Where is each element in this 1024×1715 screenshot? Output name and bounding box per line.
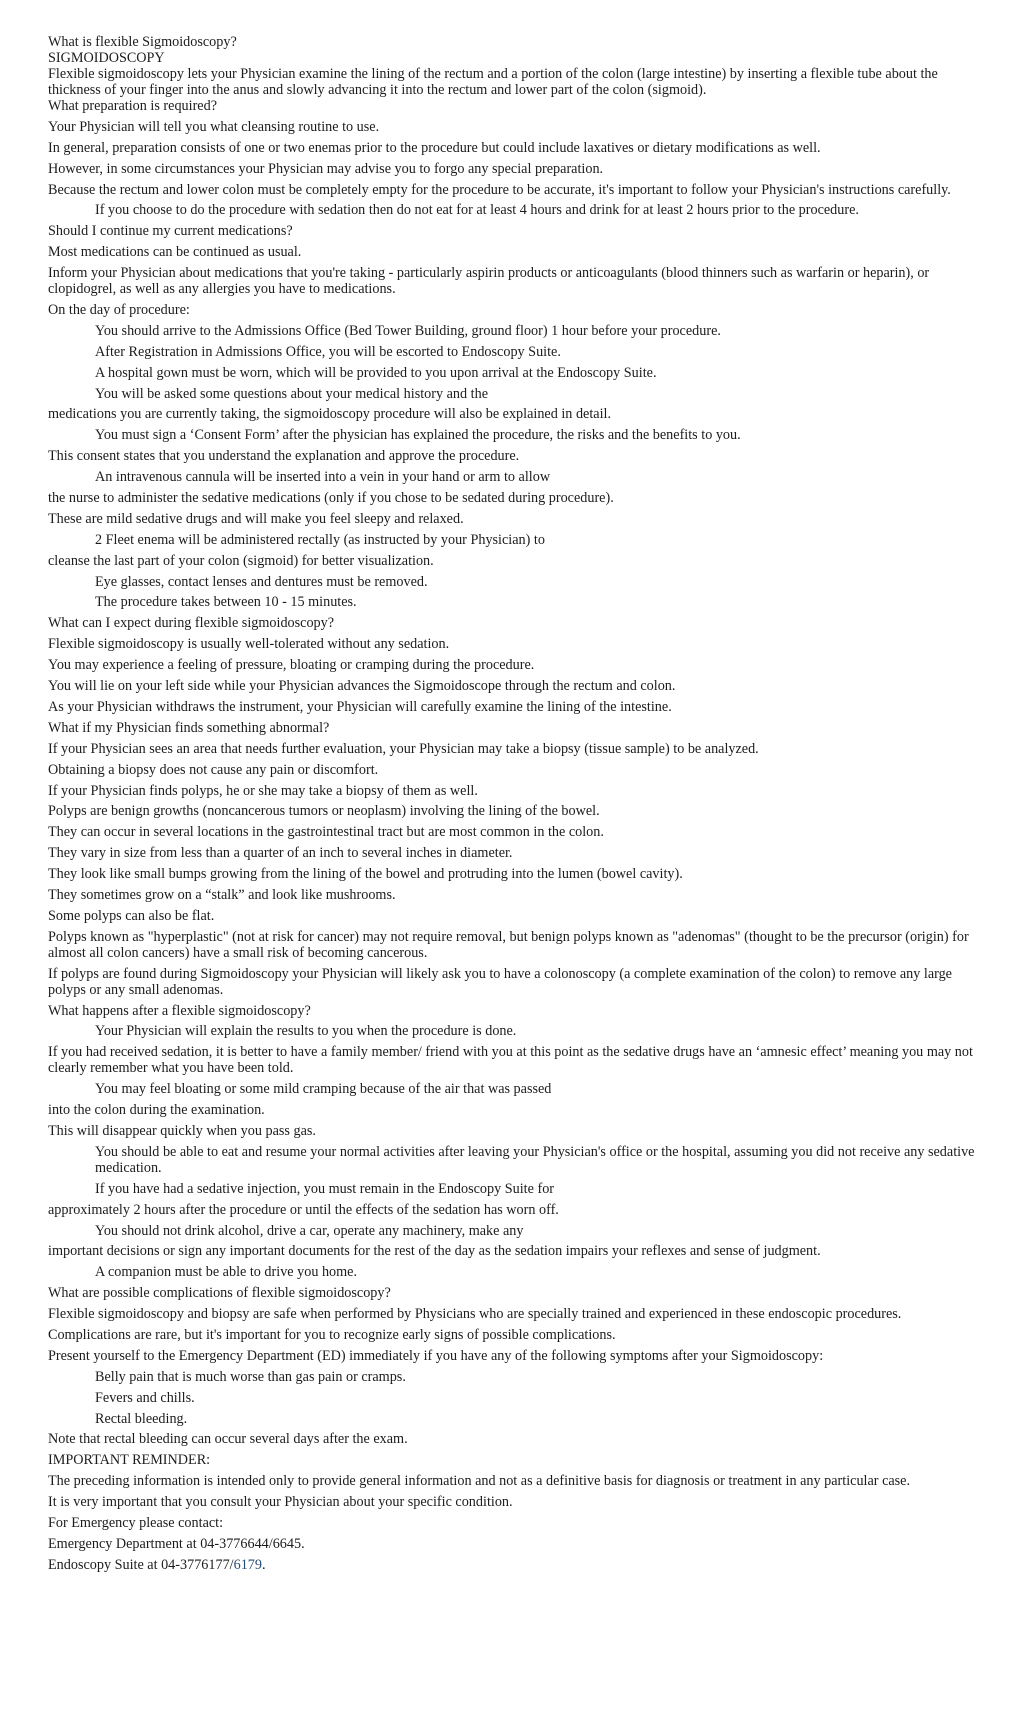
after-p3b: into the colon during the examination. xyxy=(48,1102,265,1119)
complications-question: What are possible complications of flexible sigmoidoscopy? xyxy=(48,1285,391,1302)
during-p2: You may experience a feeling of pressure, bloating or cramping during the procedure. xyxy=(48,657,535,674)
intro-text: Flexible sigmoidoscopy lets your Physician examine the lining of the rectum and a portion of the colon (large intestine) by inserting a flexible tube about the thickness of your finger into the anus and slowly advancing it into the rectum and lower part of the colon (sigmoid). xyxy=(48,66,938,98)
day-of-p4b: medications you are currently taking, the sigmoidoscopy procedure will also be explained in detail. xyxy=(48,406,612,423)
during-p1: Flexible sigmoidoscopy is usually well-tolerated without any sedation. xyxy=(48,636,450,653)
day-of-p8: Eye glasses, contact lenses and dentures must be removed. xyxy=(95,573,428,590)
medications-p1: Most medications can be continued as usual. xyxy=(48,244,302,261)
medications-question: Should I continue my current medications? xyxy=(48,223,293,240)
preparation-p1: Your Physician will tell you what cleansing routine to use. xyxy=(48,118,380,135)
day-of-p3: A hospital gown must be worn, which will be provided to you upon arrival at the Endoscopy Suite. xyxy=(95,364,657,381)
complications-p1: Flexible sigmoidoscopy and biopsy are safe when performed by Physicians who are specially trained and experienced in these endoscopic procedures. xyxy=(48,1306,902,1323)
day-of-p7a: 2 Fleet enema will be administered rectally (as instructed by your Physician) to xyxy=(95,531,545,548)
abnormal-p7: They look like small bumps growing from the lining of the bowel and protruding into the lumen (bowel cavity). xyxy=(48,866,683,883)
after-p1: Your Physician will explain the results to you when the procedure is done. xyxy=(95,1023,517,1040)
day-of-p2: After Registration in Admissions Office, you will be escorted to Endoscopy Suite. xyxy=(95,343,561,360)
reminder-heading: IMPORTANT REMINDER: xyxy=(48,1452,211,1469)
intro-heading: SIGMOIDOSCOPY xyxy=(48,50,165,66)
after-p6a: You should not drink alcohol, drive a car, operate any machinery, make any xyxy=(95,1222,524,1239)
complications-p4: Note that rectal bleeding can occur several days after the exam. xyxy=(48,1431,408,1448)
after-p3c: This will disappear quickly when you pass gas. xyxy=(48,1122,316,1139)
after-p4: You should be able to eat and resume your normal activities after leaving your Physician's office or the hospital, assuming you did not receive any sedative medication. xyxy=(95,1143,975,1176)
document-body xyxy=(48,34,978,1578)
during-p3: You will lie on your left side while your Physician advances the Sigmoidoscope through the rectum and colon. xyxy=(48,678,676,695)
day-of-p6b: the nurse to administer the sedative medications (only if you chose to be sedated during procedure). xyxy=(48,490,614,507)
day-of-p6c: These are mild sedative drugs and will make you feel sleepy and relaxed. xyxy=(48,510,464,527)
day-of-p6a: An intravenous cannula will be inserted into a vein in your hand or arm to allow xyxy=(95,469,551,486)
after-p7: A companion must be able to drive you home. xyxy=(95,1264,358,1281)
intro-question: What is flexible Sigmoidoscopy? xyxy=(48,34,237,50)
abnormal-p9: Some polyps can also be flat. xyxy=(48,907,215,924)
abnormal-question: What if my Physician finds something abnormal? xyxy=(48,719,330,736)
medications-p2: Inform your Physician about medications that you're taking - particularly aspirin products or anticoagulants (blood thinners such as warfarin or heparin), or clopidogrel, as well as any allergies you have to medications. xyxy=(48,265,930,298)
during-question: What can I expect during flexible sigmoidoscopy? xyxy=(48,615,335,632)
reminder-p2: It is very important that you consult your Physician about your specific condition. xyxy=(48,1494,513,1511)
emergency-contact: Emergency Department at 04-3776644/6645. xyxy=(48,1535,305,1552)
day-of-p5a: You must sign a ‘Consent Form’ after the physician has explained the procedure, the risks and the benefits to you. xyxy=(95,427,741,444)
abnormal-p10: Polyps known as "hyperplastic" (not at risk for cancer) may not require removal, but benign polyps known as "adenomas" (thought to be the precursor (origin) for almost all colon cancers) have a small risk of becoming cancerous. xyxy=(48,928,969,961)
after-p5b: approximately 2 hours after the procedure or until the effects of the sedation has worn off. xyxy=(48,1201,559,1218)
after-p2: If you had received sedation, it is better to have a family member/ friend with you at this point as the sedative drugs have an ‘amnesic effect’ meaning you may not clearly remember what you have been told. xyxy=(48,1044,973,1077)
symptom-item: Rectal bleeding. xyxy=(95,1410,188,1427)
abnormal-p3: If your Physician finds polyps, he or she may take a biopsy of them as well. xyxy=(48,782,478,799)
after-p5a: If you have had a sedative injection, you must remain in the Endoscopy Suite for xyxy=(95,1180,555,1197)
day-of-p4a: You will be asked some questions about your medical history and the xyxy=(95,385,488,402)
preparation-p3: However, in some circumstances your Physician may advise you to forgo any special preparation. xyxy=(48,160,604,177)
reminder-p1: The preceding information is intended only to provide general information and not as a definitive basis for diagnosis or treatment in any particular case. xyxy=(48,1473,911,1490)
complications-p2: Complications are rare, but it's important for you to recognize early signs of possible complications. xyxy=(48,1326,616,1343)
endoscopy-contact-suffix: . xyxy=(261,1556,266,1573)
abnormal-p5: They can occur in several locations in the gastrointestinal tract but are most common in the colon. xyxy=(48,824,604,841)
endoscopy-contact-prefix: Endoscopy Suite at 04-3776177/ xyxy=(48,1556,234,1573)
contact-heading: For Emergency please contact: xyxy=(48,1515,224,1531)
endoscopy-contact xyxy=(48,1557,978,1573)
during-p4: As your Physician withdraws the instrument, your Physician will carefully examine the lining of the intestine. xyxy=(48,698,672,715)
preparation-p4: Because the rectum and lower colon must be completely empty for the procedure to be accurate, it's important to follow your Physician's instructions carefully. xyxy=(48,181,951,198)
day-of-p5b: This consent states that you understand the explanation and approve the procedure. xyxy=(48,448,520,465)
preparation-p5: If you choose to do the procedure with sedation then do not eat for at least 4 hours and drink for at least 2 hours prior to the procedure. xyxy=(95,202,859,219)
complications-p3: Present yourself to the Emergency Department (ED) immediately if you have any of the following symptoms after your Sigmoidoscopy: xyxy=(48,1347,824,1364)
symptom-item: Fevers and chills. xyxy=(95,1389,195,1406)
day-of-heading: On the day of procedure: xyxy=(48,302,190,319)
preparation-question: What preparation is required? xyxy=(48,98,217,114)
abnormal-p11: If polyps are found during Sigmoidoscopy your Physician will likely ask you to have a colonoscopy (a complete examination of the colon) to remove any large polyps or any small adenomas. xyxy=(48,965,952,998)
day-of-p7b: cleanse the last part of your colon (sigmoid) for better visualization. xyxy=(48,552,434,569)
abnormal-p2: Obtaining a biopsy does not cause any pain or discomfort. xyxy=(48,761,379,778)
abnormal-p4: Polyps are benign growths (noncancerous tumors or neoplasm) involving the lining of the bowel. xyxy=(48,803,600,820)
abnormal-p6: They vary in size from less than a quarter of an inch to several inches in diameter. xyxy=(48,845,513,862)
preparation-p2: In general, preparation consists of one or two enemas prior to the procedure but could include laxatives or dietary modifications as well. xyxy=(48,139,821,156)
abnormal-p8: They sometimes grow on a “stalk” and look like mushrooms. xyxy=(48,886,396,903)
after-question: What happens after a flexible sigmoidoscopy? xyxy=(48,1002,311,1019)
symptom-item: Belly pain that is much worse than gas pain or cramps. xyxy=(95,1368,406,1385)
extension-link[interactable]: 6179 xyxy=(233,1556,262,1573)
after-p3a: You may feel bloating or some mild cramping because of the air that was passed xyxy=(95,1081,552,1098)
abnormal-p1: If your Physician sees an area that needs further evaluation, your Physician may take a biopsy (tissue sample) to be analyzed. xyxy=(48,740,759,757)
after-p6b: important decisions or sign any important documents for the rest of the day as the sedation impairs your reflexes and sense of judgment. xyxy=(48,1243,821,1260)
day-of-p1: You should arrive to the Admissions Office (Bed Tower Building, ground floor) 1 hour before your procedure. xyxy=(95,322,721,339)
day-of-p9: The procedure takes between 10 - 15 minutes. xyxy=(95,594,357,611)
